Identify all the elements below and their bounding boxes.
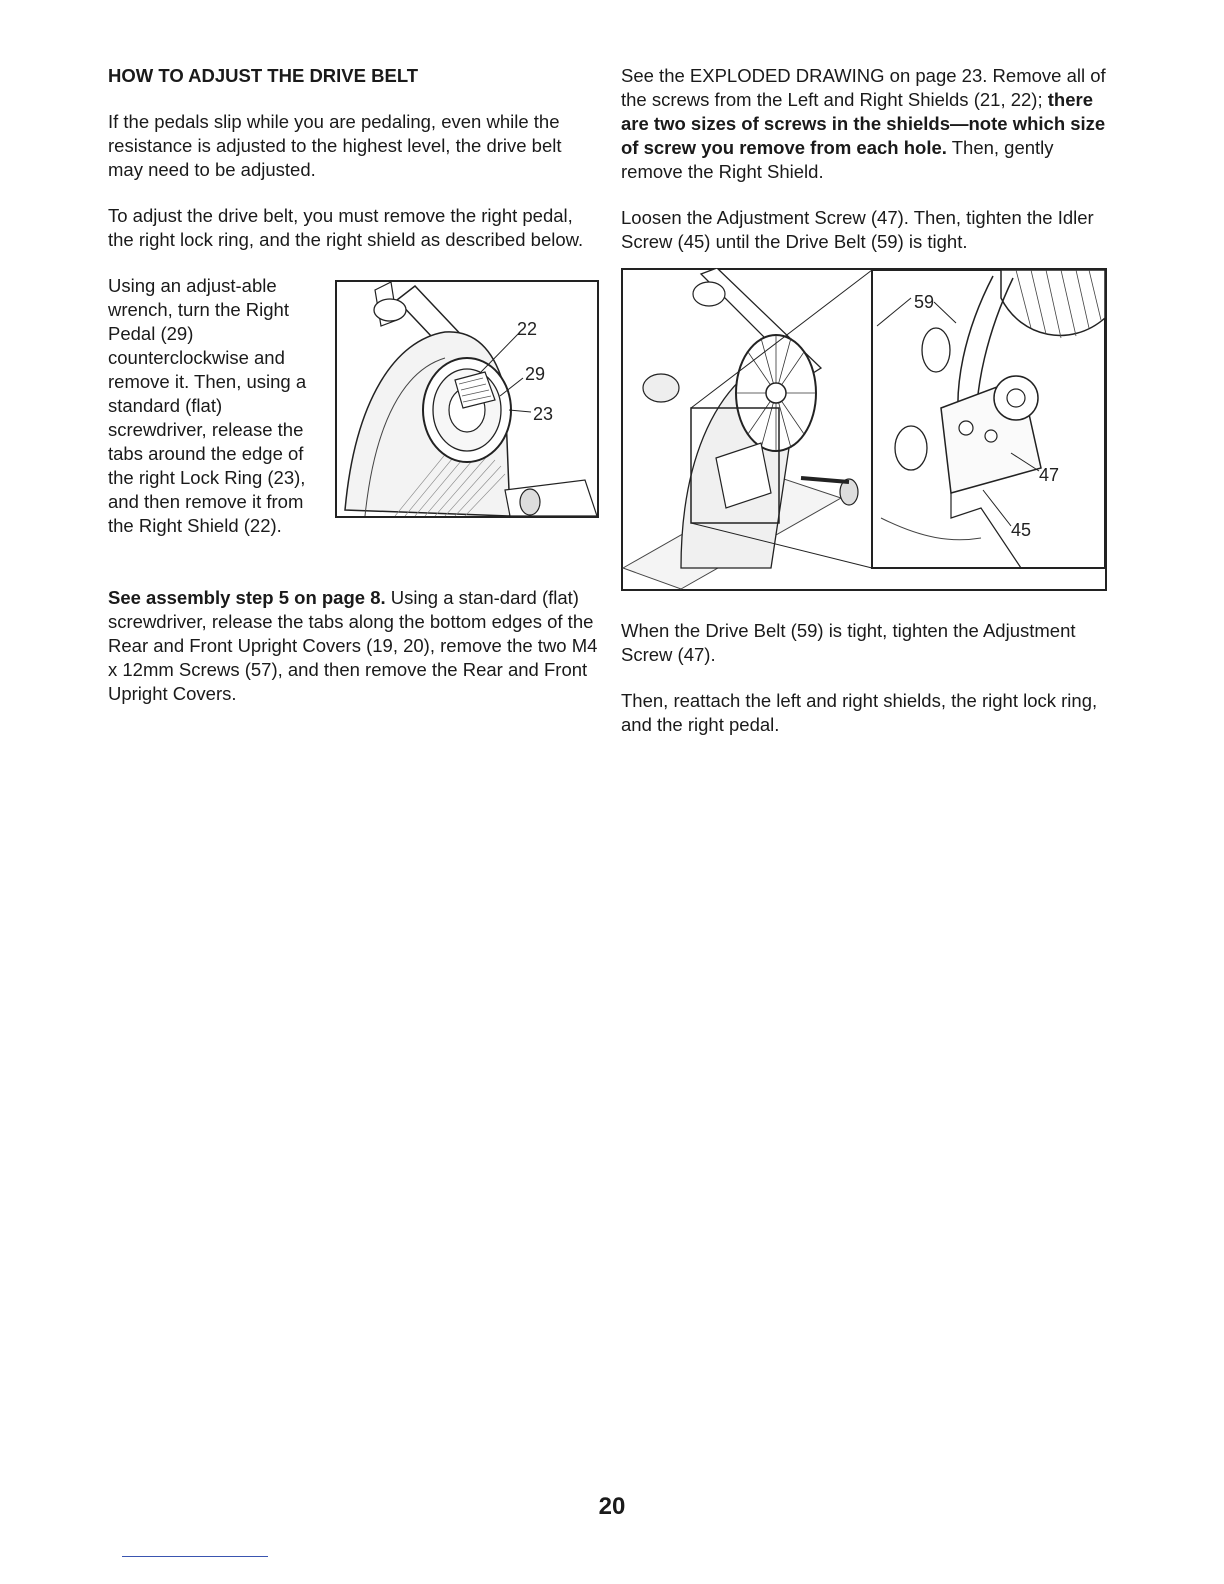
screw-size-warning: there are two sizes of screws in the shields—note which size of screw you remove from each hole.	[621, 89, 1106, 158]
footer-rule	[122, 1556, 268, 1557]
upright-covers-paragraph	[108, 586, 598, 706]
callout-29: 29	[525, 364, 546, 384]
intro-paragraph: If the pedals slip while you are pedaling, even while the resistance is adjusted to the highest level, the drive belt may need to be adjusted.	[108, 111, 562, 180]
remove-right-shield-text: Then, gently remove the Right Shield.	[621, 137, 1054, 182]
left-column	[108, 64, 598, 728]
callout-22: 22	[517, 319, 538, 339]
drive-belt-figure	[621, 268, 1107, 591]
remove-shields-text: See the EXPLODED DRAWING on page 23. Remove all of the screws from the Left and Right Shields (21, 22);	[621, 65, 1106, 110]
pedal-removal-section	[108, 274, 598, 586]
callout-59: 59	[914, 292, 935, 312]
page-number: 20	[598, 1493, 626, 1520]
remove-parts-paragraph: To adjust the drive belt, you must remove the right pedal, the right lock ring, and the right shield as described below.	[108, 205, 584, 250]
tighten-adjustment-paragraph: When the Drive Belt (59) is tight, tighten the Adjustment Screw (47).	[621, 620, 1076, 665]
callout-47: 47	[1039, 465, 1060, 485]
callout-45: 45	[1011, 520, 1032, 540]
upright-covers-text: Using a stan-dard (flat) screwdriver, release the tabs along the bottom edges of the Rear and Front Upright Covers (19, 20), remove the two M4 x 12mm Screws (57), and then remove the Rear and Front Upright Covers.	[108, 587, 598, 704]
callout-23: 23	[533, 404, 554, 424]
reattach-paragraph: Then, reattach the left and right shields, the right lock ring, and the right pedal.	[621, 690, 1098, 735]
assembly-step-reference: See assembly step 5 on page 8.	[108, 587, 386, 608]
right-column	[621, 64, 1116, 759]
remove-shields-paragraph	[621, 64, 1116, 184]
pedal-lock-ring-figure	[335, 280, 599, 518]
loosen-tighten-paragraph: Loosen the Adjustment Screw (47). Then, tighten the Idler Screw (45) until the Drive Belt (59) is tight.	[621, 207, 1094, 252]
section-heading: HOW TO ADJUST THE DRIVE BELT	[108, 65, 419, 86]
pedal-removal-paragraph: Using an adjust-able wrench, turn the Right Pedal (29) counterclockwise and remove it. Then, using a standard (flat) screwdriver, release the tabs around the edge of the right Lock Ring (23), and then remove it from the Right Shield (22).	[108, 275, 307, 536]
